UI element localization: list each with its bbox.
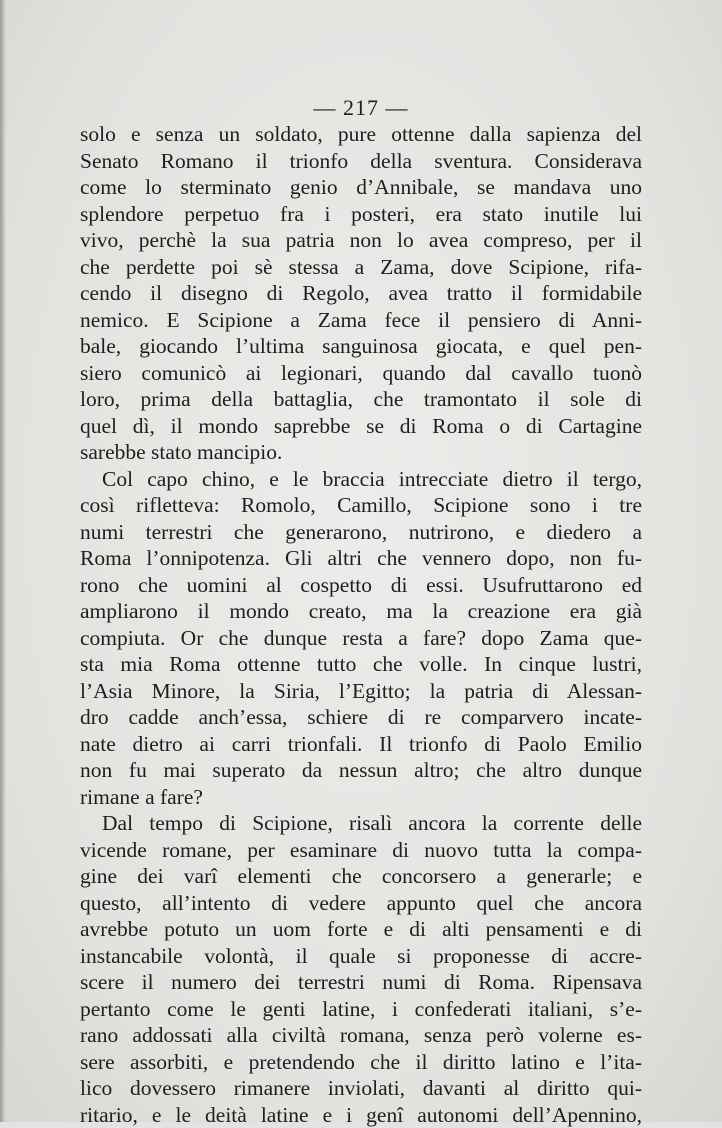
text-line: scere il numero dei terrestri numi di Roma. Ripensava [80, 969, 642, 996]
text-line: dro cadde anch’essa, schiere di re comparvero incate- [80, 704, 642, 731]
text-line: sarebbe stato mancipio. [80, 439, 642, 466]
text-line: Dal tempo di Scipione, risalì ancora la corrente delle [80, 810, 642, 837]
text-line: lico dovessero rimanere inviolati, davanti al diritto qui- [80, 1075, 642, 1102]
text-line: l’Asia Minore, la Siria, l’Egitto; la patria di Alessan- [80, 678, 642, 705]
text-line: nate dietro ai carri trionfali. Il trionfo di Paolo Emilio [80, 731, 642, 758]
text-line: sere assorbiti, e pretendendo che il diritto latino e l’ita- [80, 1049, 642, 1076]
text-line: pertanto come le genti latine, i confederati italiani, s’e- [80, 996, 642, 1023]
text-line: Roma l’onnipotenza. Gli altri che vennero dopo, non fu- [80, 545, 642, 572]
text-line: rano addossati alla civiltà romana, senza però volerne es- [80, 1022, 642, 1049]
text-line: nemico. E Scipione a Zama fece il pensiero di Anni- [80, 307, 642, 334]
text-line: compiuta. Or che dunque resta a fare? dopo Zama que- [80, 625, 642, 652]
text-line: Col capo chino, e le braccia intrecciate dietro il tergo, [80, 466, 642, 493]
text-line: quel dì, il mondo saprebbe se di Roma o di Cartagine [80, 413, 642, 440]
text-line: così rifletteva: Romolo, Camillo, Scipione sono i tre [80, 492, 642, 519]
text-line: siero comunicò ai legionari, quando dal cavallo tuonò [80, 360, 642, 387]
text-line: instancabile volontà, il quale si proponesse di accre- [80, 943, 642, 970]
text-line: vivo, perchè la sua patria non lo avea compreso, per il [80, 227, 642, 254]
page-gutter-edge [0, 0, 6, 1122]
text-line: loro, prima della battaglia, che tramontato il sole di [80, 386, 642, 413]
text-line: ampliarono il mondo creato, ma la creazione era già [80, 598, 642, 625]
text-line: bale, giocando l’ultima sanguinosa giocata, e quel pen- [80, 333, 642, 360]
text-line: sta mia Roma ottenne tutto che volle. In cinque lustri, [80, 651, 642, 678]
page-number: — 217 — [0, 95, 722, 121]
text-line: splendore perpetuo fra i posteri, era stato inutile lui [80, 201, 642, 228]
text-line: gine dei varî elementi che concorsero a generarle; e [80, 863, 642, 890]
text-line: Senato Romano il trionfo della sventura. Considerava [80, 148, 642, 175]
text-line: che perdette poi sè stessa a Zama, dove Scipione, rifa- [80, 254, 642, 281]
text-line: non fu mai superato da nessun altro; che altro dunque [80, 757, 642, 784]
text-line: rono che uomini al cospetto di essi. Usufruttarono ed [80, 572, 642, 599]
body-text [80, 121, 642, 1128]
text-line: numi terrestri che generarono, nutrirono, e diedero a [80, 519, 642, 546]
text-line: rimane a fare? [80, 784, 642, 811]
text-line: come lo sterminato genio d’Annibale, se mandava uno [80, 174, 642, 201]
text-line: ritario, e le deità latine e i genî autonomi dell’Apennino, [80, 1102, 642, 1128]
text-line: avrebbe potuto un uom forte e di alti pensamenti e di [80, 916, 642, 943]
text-line: cendo il disegno di Regolo, avea tratto il formidabile [80, 280, 642, 307]
text-line: solo e senza un soldato, pure ottenne dalla sapienza del [80, 121, 642, 148]
text-line: vicende romane, per esaminare di nuovo tutta la compa- [80, 837, 642, 864]
text-line: questo, all’intento di vedere appunto quel che ancora [80, 890, 642, 917]
